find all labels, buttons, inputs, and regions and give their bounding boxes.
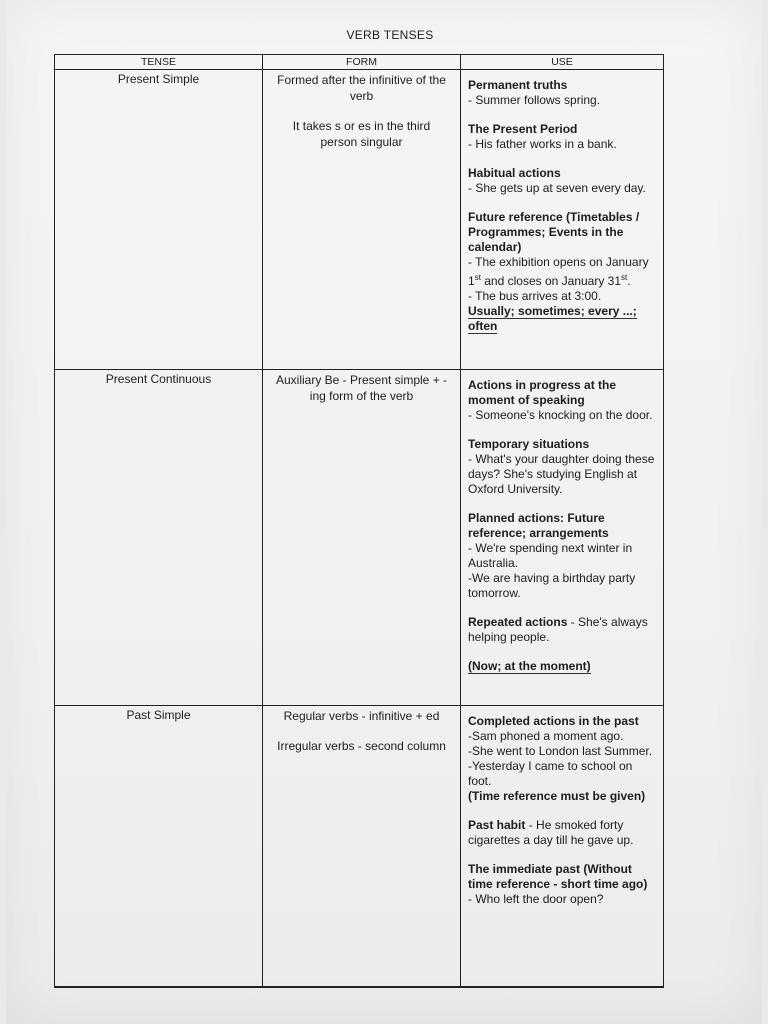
use-example: - We're spending next winter in Australia. — [468, 541, 633, 570]
use-present-simple — [461, 70, 663, 370]
form-text: Formed after the infinitive of the verb — [277, 73, 446, 103]
use-heading: Planned actions: Future reference; arrangements — [468, 511, 609, 540]
use-keywords: Usually; sometimes; every ...; often — [468, 304, 637, 333]
use-entry — [468, 78, 657, 108]
use-present-continuous — [461, 370, 663, 706]
form-text: It takes s or es in the third person singular — [292, 119, 431, 149]
tense-present-continuous: Present Continuous — [55, 370, 263, 706]
use-heading: Past habit — [468, 818, 526, 832]
form-text: Irregular verbs - second column — [277, 739, 446, 753]
use-entry — [468, 378, 657, 423]
form-present-simple — [263, 70, 461, 370]
use-heading: Actions in progress at the moment of speaking — [468, 378, 617, 407]
use-entry — [468, 437, 657, 497]
use-past-simple — [461, 706, 663, 987]
use-example: -She went to London last Summer. — [468, 744, 653, 758]
tense-present-simple: Present Simple — [55, 70, 263, 370]
use-example: -Sam phoned a moment ago. — [468, 729, 624, 743]
use-example: - The exhibition opens on January 1st and closes on January 31st. — [468, 255, 649, 288]
use-heading: Repeated actions — [468, 615, 568, 629]
form-text: Auxiliary Be - Present simple + -ing form of the verb — [275, 373, 448, 403]
use-heading: Future reference (Timetables / Programmes; Events in the calendar) — [468, 210, 640, 254]
use-heading: Completed actions in the past — [468, 714, 639, 728]
use-example: - She's always helping people. — [468, 615, 648, 644]
use-example: - Who left the door open? — [468, 892, 604, 906]
form-present-continuous — [263, 370, 461, 706]
use-example: - He smoked forty cigarettes a day till he gave up. — [468, 818, 634, 847]
form-past-simple — [263, 706, 461, 987]
use-note: (Time reference must be given) — [468, 789, 646, 803]
use-entry — [468, 122, 657, 152]
header-form: FORM — [263, 55, 461, 70]
header-tense: TENSE — [55, 55, 263, 70]
use-example: - The bus arrives at 3:00. — [468, 289, 602, 303]
use-entry — [468, 714, 657, 804]
use-example: - Summer follows spring. — [468, 93, 601, 107]
use-entry — [468, 615, 657, 645]
use-heading: Habitual actions — [468, 166, 561, 180]
use-example: - His father works in a bank. — [468, 137, 617, 151]
use-example: - Someone's knocking on the door. — [468, 408, 653, 422]
use-keywords: (Now; at the moment) — [468, 659, 591, 673]
form-text: Regular verbs - infinitive + ed — [283, 709, 440, 723]
use-entry — [468, 210, 657, 334]
use-entry — [468, 511, 657, 601]
header-use: USE — [461, 55, 663, 70]
paper-sheet — [6, 0, 762, 1024]
use-example: - She gets up at seven every day. — [468, 181, 646, 195]
use-heading: Temporary situations — [468, 437, 590, 451]
use-heading: Permanent truths — [468, 78, 568, 92]
use-heading: The Present Period — [468, 122, 578, 136]
use-entry — [468, 818, 657, 848]
use-example: - What's your daughter doing these days? She's studying English at Oxford University. — [468, 452, 655, 496]
verb-tenses-table — [54, 54, 664, 988]
tense-past-simple: Past Simple — [55, 706, 263, 987]
use-example: -Yesterday I came to school on foot. — [468, 759, 633, 788]
use-example: -We are having a birthday party tomorrow. — [468, 571, 636, 600]
use-heading: The immediate past (Without time reference - short time ago) — [468, 862, 648, 891]
document-title: VERB TENSES — [346, 28, 434, 42]
use-entry — [468, 862, 657, 907]
use-entry — [468, 166, 657, 196]
